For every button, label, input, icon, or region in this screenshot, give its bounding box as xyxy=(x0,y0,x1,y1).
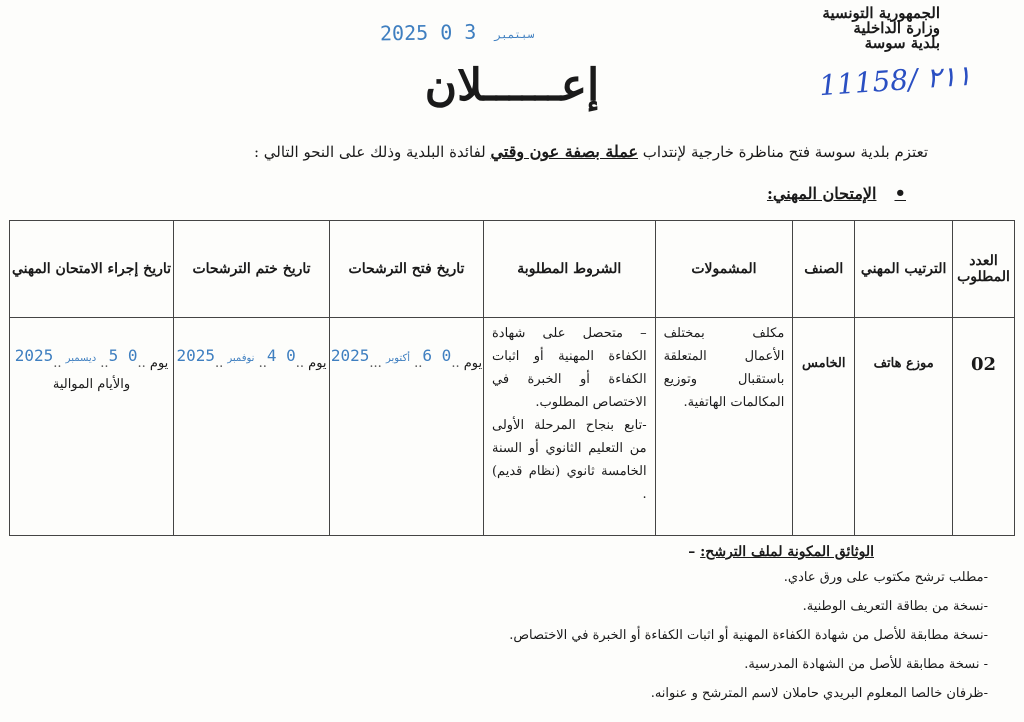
header-conditions: الشروط المطلوبة xyxy=(483,221,655,318)
intro-paragraph xyxy=(254,142,928,161)
municipality-line: بلدية سوسة xyxy=(864,34,940,52)
announcement-table xyxy=(9,220,1015,536)
cell-count: 02 xyxy=(953,318,1015,536)
cell-exam-date: يوم ..0 5.. ديسمبر ..2025 والأيام الموالية xyxy=(10,318,174,536)
cell-conditions xyxy=(483,318,655,536)
issuing-authority xyxy=(760,6,940,51)
cell-duties: مكلف بمختلف الأعمال المتعلقة باستقبال وتوزيع المكالمات الهاتفية. xyxy=(655,318,793,536)
title-text: إعــــــلان xyxy=(424,60,600,111)
close-year: 2025 xyxy=(176,346,215,365)
list-item: -ظرفان خالصا المعلوم البريدي حاملان لاسم المترشح و عنوانه. xyxy=(650,686,988,701)
cell-grade: الخامس xyxy=(793,318,855,536)
stamp-month: سبتمبر xyxy=(494,27,535,42)
open-day: 0 6 xyxy=(422,346,452,365)
open-year: 2025 xyxy=(330,346,370,365)
close-day-word: يوم xyxy=(308,356,327,371)
section-title: • الإمتحان المهني: xyxy=(767,183,906,204)
intro-before: تعتزم بلدية سوسة فتح مناظرة خارجية لإنتداب xyxy=(642,143,928,161)
page-title xyxy=(0,60,1024,111)
open-day-word: يوم xyxy=(463,356,483,371)
condition-1: – متحصل على شهادة الكفاءة المهنية أو اثبات الكفاءة أو الخبرة في الاختصاص المطلوب. xyxy=(491,326,647,410)
reference-number: 11158/ ٢١١ xyxy=(818,58,973,103)
table-header-row xyxy=(10,221,1015,318)
intro-after: لفائدة البلدية وذلك على النحو التالي : xyxy=(253,143,486,161)
header-open-date: تاريخ فتح الترشحات xyxy=(330,221,484,318)
header-count: العدد المطلوب xyxy=(953,221,1015,318)
header-duties: المشمولات xyxy=(655,221,793,318)
close-month: نوفمبر xyxy=(227,353,255,364)
exam-month: ديسمبر xyxy=(65,353,97,364)
exam-day-word: يوم xyxy=(149,356,169,371)
header-close-date: تاريخ ختم الترشحات xyxy=(174,221,330,318)
exam-following-days: والأيام الموالية xyxy=(52,377,131,392)
open-month: أكتوبر xyxy=(385,353,410,364)
exam-day: 0 5 xyxy=(108,346,138,365)
cell-rank: موزع هاتف xyxy=(855,318,953,536)
cell-close-date: يوم ..0 4.. نوفمبر ..2025 xyxy=(174,318,330,536)
date-stamp xyxy=(380,19,541,46)
country-line: الجمهورية التونسية xyxy=(822,4,940,22)
list-item: -نسخة مطابقة للأصل من شهادة الكفاءة المهنية أو اثبات الكفاءة أو الخبرة في الاختصاص. xyxy=(509,628,988,643)
documents-list xyxy=(509,570,988,715)
condition-2: -تابع بنجاح المرحلة الأولى من التعليم الثانوي أو السنة الخامسة ثانوي (نظام قديم) . xyxy=(491,418,647,502)
table-row xyxy=(10,318,1015,536)
stamp-day: 3 0 xyxy=(440,19,477,45)
intro-emphasis: عملة بصفة عون وقتي xyxy=(490,142,639,161)
list-item: - نسخة مطابقة للأصل من الشهادة المدرسية. xyxy=(744,657,988,672)
ministry-line: وزارة الداخلية xyxy=(853,19,940,37)
cell-open-date: يوم ..0 6.. أكتوبر ...2025 xyxy=(330,318,484,536)
list-item: -نسخة من بطاقة التعريف الوطنية. xyxy=(802,599,988,614)
list-item: -مطلب ترشح مكتوب على ورق عادي. xyxy=(783,570,988,585)
exam-year: 2025 xyxy=(14,346,54,365)
close-day: 0 4 xyxy=(266,346,296,365)
header-rank: الترتيب المهني xyxy=(855,221,953,318)
stamp-year: 2025 xyxy=(379,20,429,46)
header-grade: الصنف xyxy=(793,221,855,318)
header-exam-date: تاريخ إجراء الامتحان المهني xyxy=(10,221,174,318)
documents-title: الوثائق المكونة لملف الترشح: – xyxy=(688,544,874,560)
